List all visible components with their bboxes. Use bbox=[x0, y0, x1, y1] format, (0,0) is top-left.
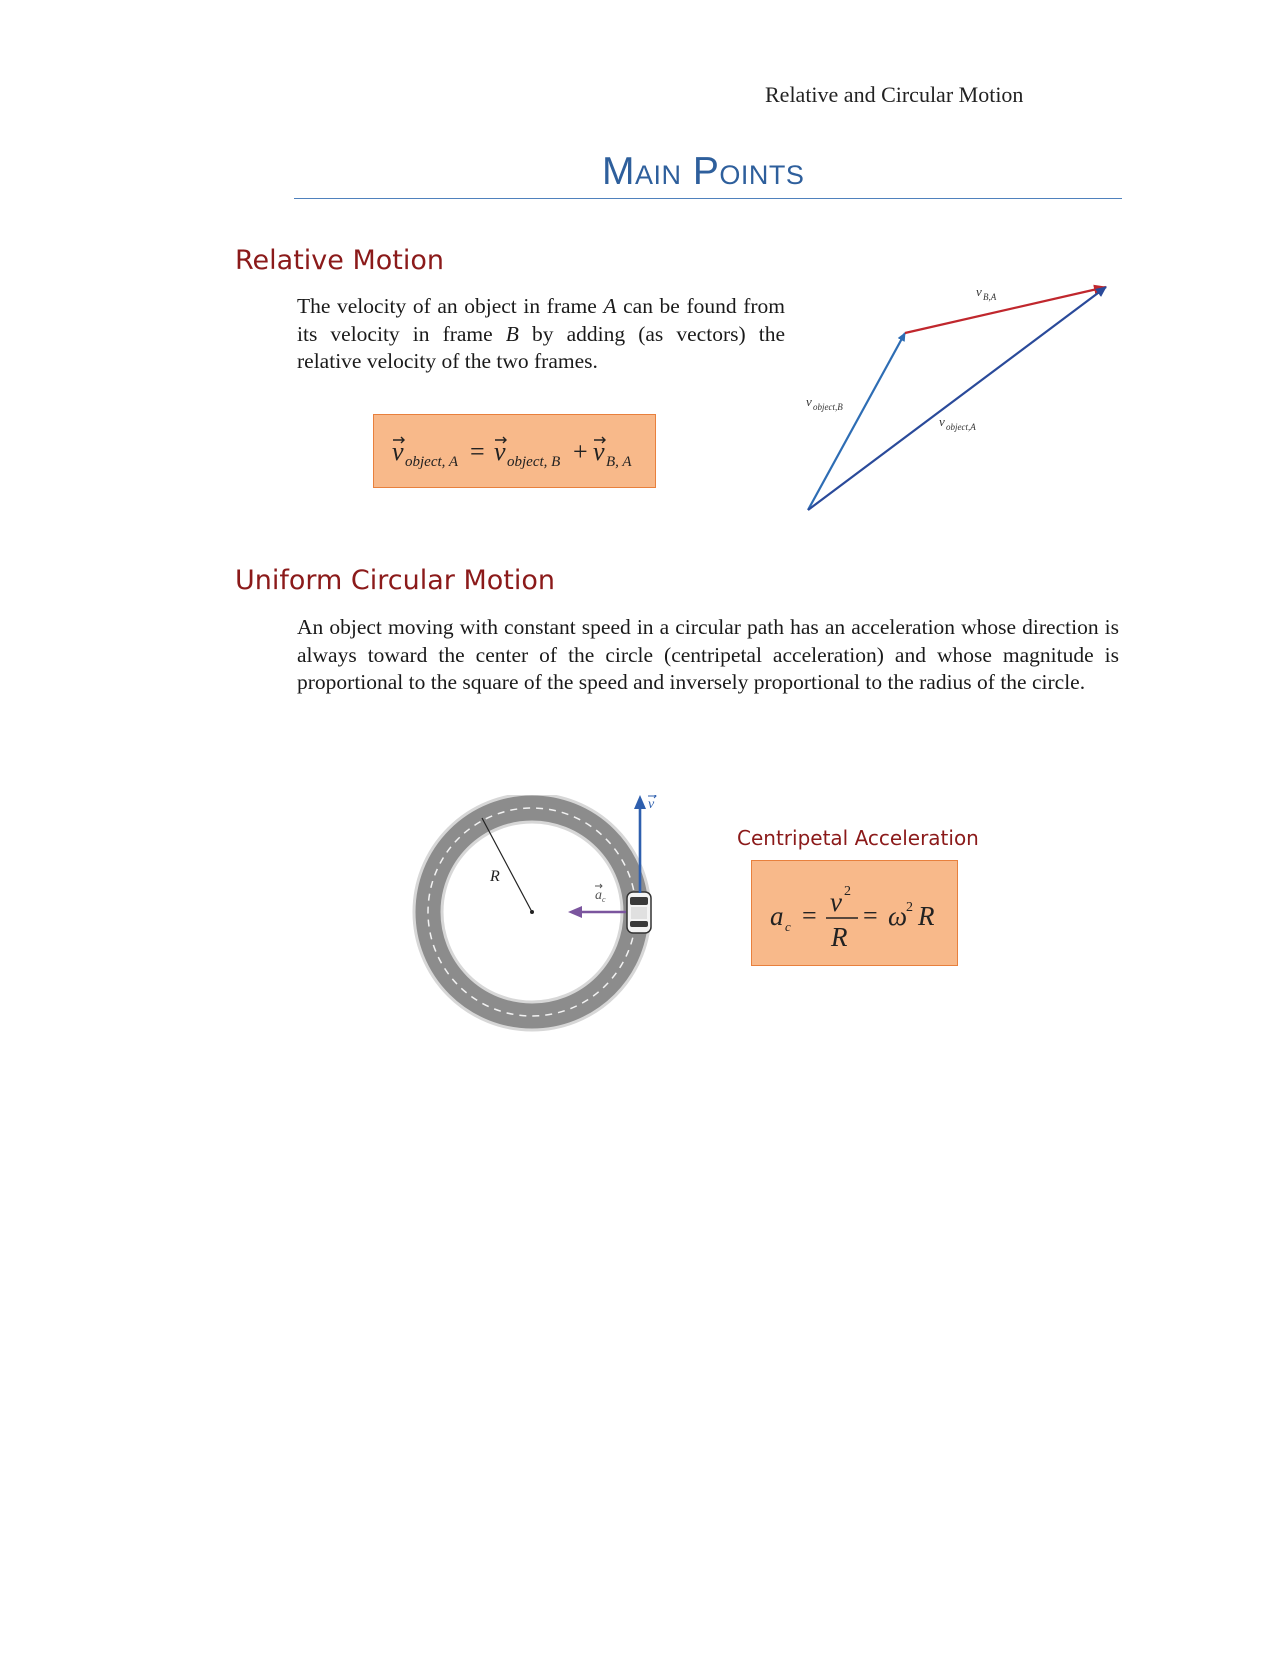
formula-omega-exp: 2 bbox=[906, 900, 913, 915]
formula-term1-sub: object, B bbox=[507, 454, 561, 470]
circular-motion-heading: Uniform Circular Motion bbox=[235, 565, 555, 596]
label-vobja-symbol: v bbox=[939, 414, 945, 429]
formula-lhs-symbol: v bbox=[392, 437, 404, 466]
radius-label: R bbox=[490, 868, 500, 885]
label-vobjb-sub: object,B bbox=[813, 402, 843, 412]
label-vba-symbol: v bbox=[976, 284, 982, 299]
formula-omega: ω bbox=[888, 901, 908, 931]
circular-motion-diagram bbox=[390, 795, 680, 1055]
formula-R: R bbox=[918, 901, 935, 931]
centripetal-caption: Centripetal Acceleration bbox=[737, 826, 979, 850]
acceleration-label: a bbox=[595, 888, 602, 903]
centripetal-formula bbox=[751, 860, 958, 966]
formula-term2-symbol: v bbox=[593, 437, 605, 466]
formula-eq2: = bbox=[863, 901, 878, 930]
label-vobjb-symbol: v bbox=[806, 394, 812, 409]
relative-motion-text: The velocity of an object in frame A can be found from its velocity in frame B by adding (as vectors) the relative velocity of the two frames. bbox=[297, 294, 785, 373]
vector-v-object-b bbox=[808, 333, 905, 510]
formula-eq1: = bbox=[802, 901, 817, 930]
formula-a-sub: c bbox=[785, 919, 791, 934]
center-point bbox=[530, 910, 534, 914]
running-header: Relative and Circular Motion bbox=[765, 82, 1024, 107]
label-vobja-sub: object,A bbox=[946, 422, 976, 432]
relative-velocity-formula bbox=[373, 414, 656, 488]
circular-motion-text: An object moving with constant speed in a circular path has an acceleration whose direction is always toward the center of the circle (centripetal acceleration) and whose magnitude is proportional to the square of the speed and inversely proportional to the radius of the circle. bbox=[297, 615, 1119, 694]
relative-velocity-diagram bbox=[790, 270, 1120, 520]
formula-numerator-exp: 2 bbox=[844, 884, 851, 899]
car-icon bbox=[627, 892, 651, 933]
label-vba-sub: B,A bbox=[983, 292, 997, 302]
formula-term1-symbol: v bbox=[494, 437, 506, 466]
formula-a: a bbox=[770, 901, 784, 931]
page-title: Main Points bbox=[602, 150, 805, 193]
relative-motion-heading: Relative Motion bbox=[235, 245, 444, 276]
velocity-arrowhead-icon bbox=[634, 795, 646, 809]
formula-lhs-sub: object, A bbox=[405, 454, 459, 470]
acceleration-sub: c bbox=[602, 895, 606, 904]
title-rule bbox=[294, 198, 1122, 199]
formula-plus: + bbox=[573, 437, 588, 466]
formula-numerator: v bbox=[830, 887, 842, 917]
velocity-label: v bbox=[648, 797, 655, 812]
formula-term2-sub: B, A bbox=[606, 454, 632, 470]
formula-denominator: R bbox=[831, 922, 848, 952]
formula-equals: = bbox=[470, 437, 485, 466]
